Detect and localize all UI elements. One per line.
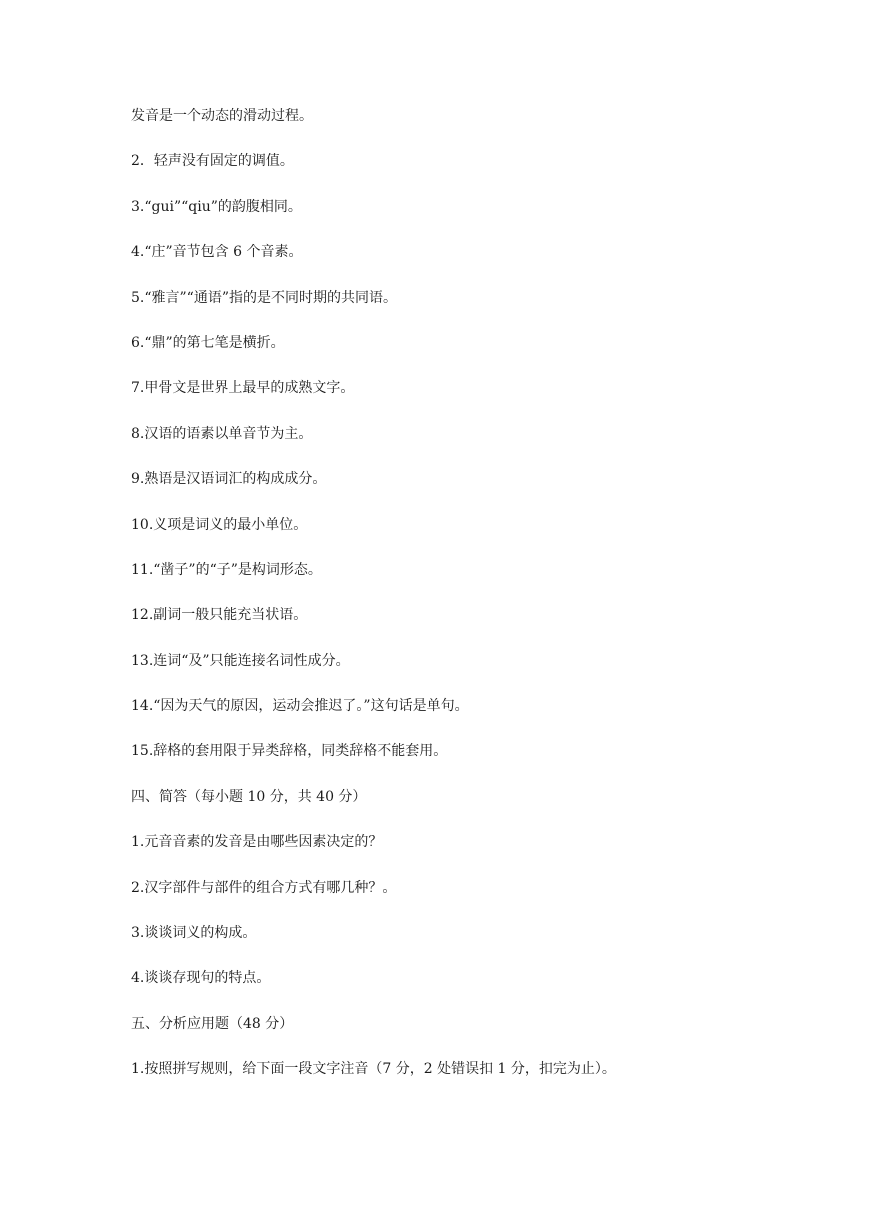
text-line: 5.“雅言”“通语”指的是不同时期的共同语。 xyxy=(131,289,397,306)
text-line: 4.谈谈存现句的特点。 xyxy=(131,970,271,987)
text-line: 3.“gui”“qiu”的韵腹相同。 xyxy=(131,198,302,215)
text-line: 7.甲骨文是世界上最早的成熟文字。 xyxy=(131,380,355,397)
text-line: 15.辞格的套用限于异类辞格，同类辞格不能套用。 xyxy=(131,743,448,760)
text-line: 14.“因为天气的原因，运动会推迟了。”这句话是单句。 xyxy=(131,698,469,715)
document-body xyxy=(131,104,831,1103)
text-line: 2．轻声没有固定的调值。 xyxy=(131,153,294,170)
text-line: 发音是一个动态的滑动过程。 xyxy=(131,108,313,124)
text-line: 2.汉字部件与部件的组合方式有哪几种？。 xyxy=(131,879,397,896)
text-line: 12.副词一般只能充当状语。 xyxy=(131,607,308,624)
text-line: 9.熟语是汉语词汇的构成成分。 xyxy=(131,471,327,488)
text-line: 10.义项是词义的最小单位。 xyxy=(131,516,308,533)
section-heading: 五、分析应用题（48 分） xyxy=(131,1015,294,1032)
text-line: 3.谈谈词义的构成。 xyxy=(131,925,257,942)
text-line: 1.元音音素的发音是由哪些因素决定的？ xyxy=(131,834,383,851)
text-line: 6.“鼎”的第七笔是横折。 xyxy=(131,334,285,351)
text-line: 11.“凿子”的“子”是构词形态。 xyxy=(131,561,322,578)
text-line: 1.按照拼写规则，给下面一段文字注音（7 分，2 处错误扣 1 分，扣完为止）。 xyxy=(131,1061,616,1078)
text-line: 4.“庄”音节包含 6 个音素。 xyxy=(131,244,303,261)
text-line: 8.汉语的语素以单音节为主。 xyxy=(131,425,313,442)
section-heading: 四、简答（每小题 10 分，共 40 分） xyxy=(131,788,367,805)
text-line: 13.连词“及”只能连接名词性成分。 xyxy=(131,652,350,669)
